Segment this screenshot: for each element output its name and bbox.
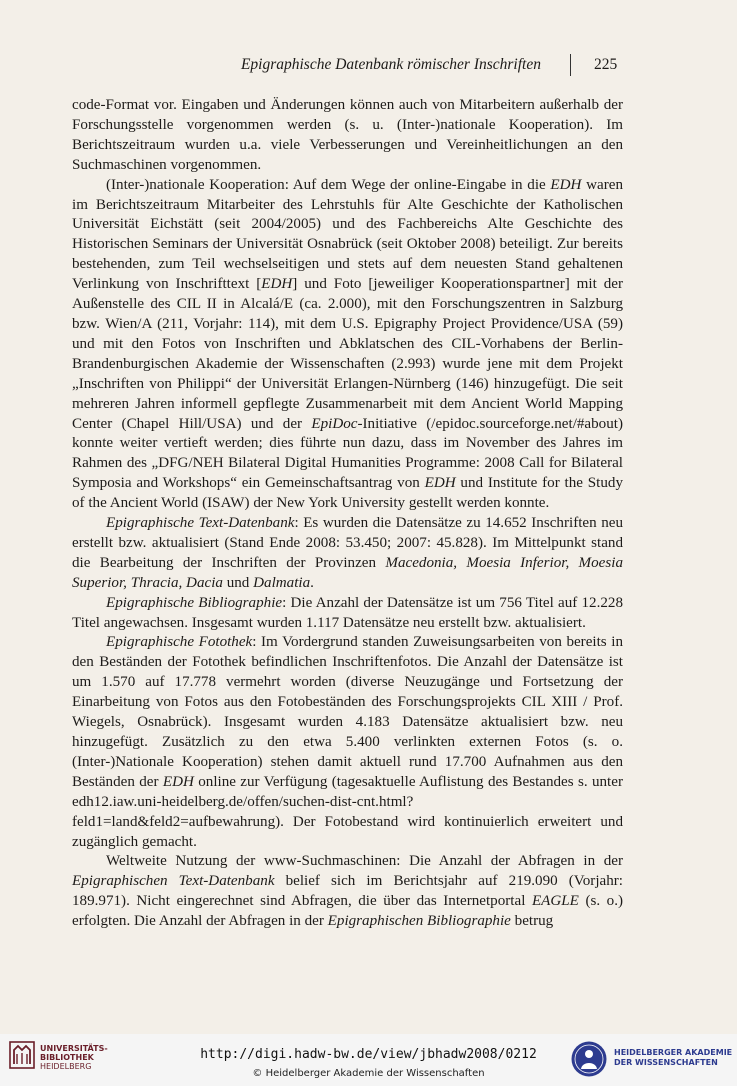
text-run: . (310, 574, 314, 591)
hadw-wordmark (614, 1048, 732, 1068)
text-run: ] und Foto [jeweiliger Kooperationspartner] mit der Außenstelle des CIL II in Alcalá/E (ca. 2.000), mit den Forschungszentren in Salzburg bzw. Wien/A (211, Vorjahr: 114), mit dem U.S. Epigraphy Project Providence/USA (59) und mit den Fotos von Inschriften und Abklatschen des CIL-Vorhabens der Berlin-Brandenburgischen Akademie der Wissenschaften (2.993) wurde jene mit dem Projekt „Inschriften von Philippi“ der Universität Erlangen-Nürnberg (146) hinzugefügt. Die seit mehreren Jahren informell gepflegte Zusammenarbeit mit dem Ancient World Mapping Center (Chapel Hill/USA) und der (72, 276, 623, 432)
body-paragraph (72, 96, 623, 176)
text-run: : Es wurden die Datensätze zu 14.652 Inschriften neu erstellt bzw. aktualisiert (Stand Ende 2008: 53.450; 2007: 45.828). Im Mittelpunkt stand die Bearbeitung der Inschriften der Provinzen (72, 515, 624, 571)
text-run: (s. o.) erfolgten. Die Anzahl der Abfragen in der (72, 893, 623, 930)
body-paragraph (72, 852, 623, 932)
body-paragraph (72, 514, 623, 594)
text-run: : Im Vordergrund standen Zuweisungsarbeiten von bereits in den Beständen der Fotothek befindlichen Inschriftenfotos. Die Anzahl der Datensätze ist um 1.570 auf 17.778 vermehrt worden (diverse Neuzugänge und Fortsetzung der Einarbeitung von Fotos aus den Fotobeständen des Forschungsprojekts CIL XIII / Prof. Wiegels, Osnabrück). Insgesamt wurden 4.183 Datensätze aktualisiert bzw. neu hinzugefügt. Zusätzlich zu den etwa 5.400 verlinkten externen Fotos (s. o. (Inter-)Nationale Kooperation) stehen damit aktuell rund 17.700 Aufnahmen aus den Beständen der (72, 634, 623, 790)
italic-text: Dalmatia (253, 574, 311, 591)
text-run: -Initiative (/epidoc.sourceforge.net/#about) konnte weiter vertieft werden; dies führte nun dazu, dass im November des Jahres im Rahmen des „DFG/NEH Bilateral Digital Humanities Programme: 2008 Call for Bilateral Symposia and Workshops“ ein Gemeinschaftsantrag von (72, 415, 623, 492)
italic-text: Epigraphischen Bibliographie (327, 913, 511, 930)
hadw-line-2: DER WISSENSCHAFTEN (614, 1058, 718, 1067)
ub-line-3: HEIDELBERG (40, 1062, 92, 1071)
text-run: waren im Berichtszeitraum Mitarbeiter des Lehrstuhls für Alte Geschichte der Katholischen Universität Eichstätt (seit 2004/2005) und des Fachbereichs Alte Geschichte des Historischen Seminars der Universität Osnabrück (seit Oktober 2008) beteiligt. Zur bereits bestehenden, zum Teil wechselseitigen und stets auf dem neuesten Stand gehaltenen Verlinkung von Inschrifttext [ (72, 176, 623, 293)
text-run: (Inter-)nationale Kooperation: Auf dem Wege der online-Eingabe in die (106, 176, 551, 193)
text-run: Weltweite Nutzung der www-Suchmaschinen: Die Anzahl der Abfragen in der (106, 853, 623, 870)
hadw-seal-icon (570, 1040, 608, 1078)
body-paragraph (72, 594, 623, 634)
running-header (0, 54, 737, 78)
italic-text: Epigraphische Fotothek (106, 634, 253, 651)
copyright-notice: © Heidelberger Akademie der Wissenschaften (252, 1068, 485, 1079)
text-run: code-Format vor. Eingaben und Änderungen können auch von Mitarbeitern außerhalb der Forschungsstelle vorgenommen werden (s. u. (Inter-)nationale Kooperation). Im Berichtszeitraum wurden u.a. viele Verbesserungen und Vereinheitlichungen an den Suchmaschinen vorgenommen. (72, 97, 623, 173)
ub-line-1: UNIVERSITÄTS- (40, 1044, 108, 1053)
italic-text: EpiDoc (311, 415, 358, 432)
text-run: belief sich im Berichtsjahr auf 219.090 (Vorjahr: 189.971). Nicht eingerechnet sind Abfragen, die über das Internetportal (72, 873, 623, 910)
text-run: online zur Verfügung (tagesaktuelle Auflistung des Bestandes s. unter edh12.iaw.uni-heidelberg.de/offen/suchen-dist-cnt.html?feld1=land&feld2=aufbewahrung). Der Fotobestand wird kontinuierlich erweitert und zugänglich gemacht. (72, 773, 623, 850)
italic-text: Epigraphische Bibliographie (106, 594, 283, 611)
text-run: und Institute for the Study of the Ancient World (ISAW) der New York University gestellt werden konnte. (72, 475, 623, 512)
page-footer (0, 1034, 737, 1086)
italic-text: Epigraphische Text-Datenbank (106, 515, 295, 532)
ub-line-2: BIBLIOTHEK (40, 1053, 94, 1062)
italic-text: EAGLE (531, 893, 579, 910)
running-header-title: Epigraphische Datenbank römischer Inschriften (240, 56, 541, 73)
italic-text: Macedonia, Moesia Inferior, Moesia Superior, Thracia, Dacia (72, 554, 623, 591)
text-run: und (222, 574, 254, 591)
page-number: 225 (594, 56, 618, 73)
body-paragraph (72, 176, 623, 514)
italic-text: EDH (550, 176, 582, 193)
text-run: : Die Anzahl der Datensätze ist um 756 Titel auf 12.228 Titel angewachsen. Insgesamt wurden 1.117 Datensätze neu erstellt bzw. aktualisiert. (72, 594, 623, 631)
italic-text: EDH (162, 773, 194, 790)
source-url-link[interactable]: http://digi.hadw-bw.de/view/jbhadw2008/0212 (200, 1047, 537, 1062)
italic-text: EDH (261, 276, 293, 293)
body-text (72, 96, 623, 932)
hadw-line-1: HEIDELBERGER AKADEMIE (614, 1048, 733, 1057)
italic-text: EDH (424, 475, 456, 492)
italic-text: Epigraphischen Text-Datenbank (72, 873, 275, 890)
header-divider (570, 54, 571, 76)
body-paragraph (72, 633, 623, 852)
text-run: betrug (510, 913, 554, 930)
